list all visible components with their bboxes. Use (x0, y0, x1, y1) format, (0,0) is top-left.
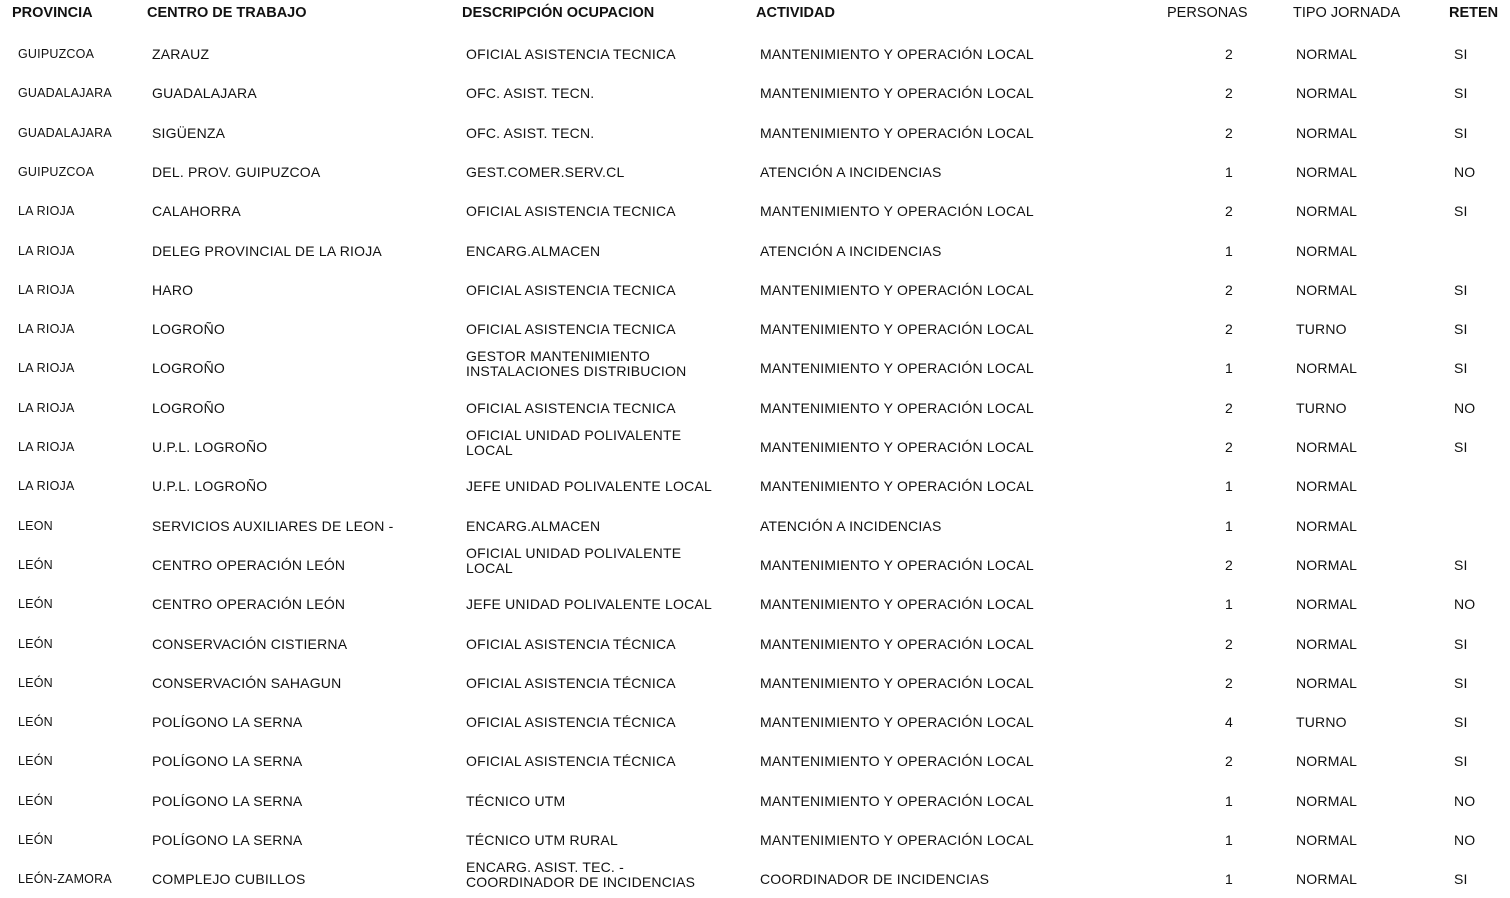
cell-tipo-jornada: NORMAL (1296, 163, 1358, 180)
table-row (0, 623, 1510, 662)
descripcion-line-1: OFICIAL UNIDAD POLIVALENTE (466, 544, 682, 561)
cell-descripcion: OFICIAL ASISTENCIA TECNICA (466, 399, 676, 416)
cell-provincia: LEÓN (18, 833, 53, 847)
cell-provincia: LA RIOJA (18, 400, 75, 415)
cell-personas: 1 (1225, 478, 1233, 495)
table-row (0, 151, 1510, 190)
cell-tipo-jornada: NORMAL (1296, 871, 1358, 888)
cell-reten: NO (1454, 792, 1476, 809)
cell-tipo-jornada: NORMAL (1296, 360, 1358, 377)
header-provincia: PROVINCIA (12, 5, 93, 21)
cell-reten: SI (1454, 124, 1468, 141)
cell-reten: NO (1454, 832, 1476, 848)
table-row (0, 112, 1510, 151)
cell-centro: SERVICIOS AUXILIARES DE LEON - (152, 517, 394, 534)
cell-centro: POLÍGONO LA SERNA (152, 832, 303, 848)
cell-descripcion: OFICIAL ASISTENCIA TECNICA (466, 321, 676, 338)
cell-tipo-jornada: NORMAL (1296, 203, 1358, 220)
cell-reten: SI (1454, 556, 1468, 573)
header-personas: PERSONAS (1167, 5, 1248, 21)
cell-personas: 2 (1225, 203, 1233, 220)
cell-reten: SI (1454, 871, 1468, 888)
table-row (0, 426, 1510, 465)
header-reten: RETEN (1449, 5, 1499, 21)
cell-centro: DELEG PROVINCIAL DE LA RIOJA (152, 242, 382, 259)
cell-descripcion: OFICIAL ASISTENCIA TECNICA (466, 46, 676, 62)
cell-tipo-jornada: NORMAL (1296, 674, 1358, 691)
cell-tipo-jornada: NORMAL (1296, 439, 1358, 455)
cell-centro: CONSERVACIÓN CISTIERNA (152, 635, 348, 652)
cell-reten: SI (1454, 439, 1468, 455)
cell-descripcion (466, 428, 681, 458)
cell-actividad: MANTENIMIENTO Y OPERACIÓN LOCAL (760, 714, 1034, 731)
cell-tipo-jornada: NORMAL (1296, 281, 1358, 298)
cell-centro: CONSERVACIÓN SAHAGUN (152, 674, 342, 691)
cell-provincia: LA RIOJA (18, 243, 75, 258)
cell-provincia: LA RIOJA (18, 440, 75, 454)
cell-personas: 1 (1225, 596, 1233, 613)
table-row (0, 780, 1510, 819)
table-row (0, 740, 1510, 779)
table-row (0, 662, 1510, 701)
cell-tipo-jornada: NORMAL (1296, 556, 1358, 573)
table-row (0, 544, 1510, 583)
cell-descripcion (466, 349, 686, 379)
cell-provincia: LA RIOJA (18, 282, 75, 297)
descripcion-line-1: GESTOR MANTENIMIENTO (466, 348, 650, 365)
cell-centro: U.P.L. LOGROÑO (152, 478, 268, 495)
cell-reten: NO (1454, 163, 1476, 180)
cell-tipo-jornada: NORMAL (1296, 832, 1358, 848)
cell-tipo-jornada: NORMAL (1296, 478, 1358, 495)
cell-personas: 2 (1225, 674, 1233, 691)
cell-actividad: MANTENIMIENTO Y OPERACIÓN LOCAL (760, 281, 1034, 298)
cell-provincia: LEON (18, 518, 53, 533)
table-row (0, 505, 1510, 544)
cell-actividad: MANTENIMIENTO Y OPERACIÓN LOCAL (760, 478, 1034, 495)
cell-actividad: ATENCIÓN A INCIDENCIAS (760, 517, 942, 534)
cell-actividad: MANTENIMIENTO Y OPERACIÓN LOCAL (760, 321, 1034, 338)
cell-personas: 2 (1225, 124, 1233, 141)
descripcion-line-1: ENCARG. ASIST. TEC. - (466, 859, 624, 876)
cell-descripcion (466, 546, 681, 576)
cell-actividad: MANTENIMIENTO Y OPERACIÓN LOCAL (760, 792, 1034, 809)
table-row (0, 308, 1510, 347)
cell-tipo-jornada: NORMAL (1296, 124, 1358, 141)
cell-personas: 1 (1225, 242, 1233, 259)
cell-personas: 2 (1225, 281, 1233, 298)
cell-reten: SI (1454, 635, 1468, 652)
cell-tipo-jornada: NORMAL (1296, 517, 1358, 534)
cell-actividad: MANTENIMIENTO Y OPERACIÓN LOCAL (760, 635, 1034, 652)
cell-personas: 2 (1225, 85, 1233, 102)
cell-reten: SI (1454, 714, 1468, 731)
table-row (0, 230, 1510, 269)
cell-reten: SI (1454, 46, 1468, 62)
table-row (0, 701, 1510, 740)
cell-personas: 1 (1225, 517, 1233, 534)
cell-reten: SI (1454, 85, 1468, 102)
cell-tipo-jornada: NORMAL (1296, 46, 1358, 62)
table-row (0, 72, 1510, 111)
cell-reten: SI (1454, 321, 1468, 338)
cell-actividad: MANTENIMIENTO Y OPERACIÓN LOCAL (760, 360, 1034, 377)
cell-centro: CALAHORRA (152, 203, 241, 220)
header-descripcion: DESCRIPCIÓN OCUPACION (462, 5, 655, 21)
cell-actividad: ATENCIÓN A INCIDENCIAS (760, 242, 942, 259)
table-row (0, 858, 1510, 897)
cell-personas: 2 (1225, 399, 1233, 416)
cell-reten: SI (1454, 281, 1468, 298)
cell-actividad: COORDINADOR DE INCIDENCIAS (760, 871, 990, 888)
cell-descripcion: OFICIAL ASISTENCIA TÉCNICA (466, 714, 676, 731)
cell-provincia: LEÓN (18, 793, 53, 808)
cell-centro: COMPLEJO CUBILLOS (152, 871, 306, 888)
cell-centro: LOGROÑO (152, 360, 225, 377)
descripcion-line-2: LOCAL (466, 559, 513, 576)
cell-actividad: MANTENIMIENTO Y OPERACIÓN LOCAL (760, 399, 1034, 416)
cell-actividad: MANTENIMIENTO Y OPERACIÓN LOCAL (760, 85, 1034, 102)
cell-descripcion: OFICIAL ASISTENCIA TÉCNICA (466, 753, 676, 770)
descripcion-line-2: COORDINADOR DE INCIDENCIAS (466, 874, 696, 891)
cell-actividad: MANTENIMIENTO Y OPERACIÓN LOCAL (760, 124, 1034, 141)
cell-actividad: MANTENIMIENTO Y OPERACIÓN LOCAL (760, 753, 1034, 770)
cell-personas: 1 (1225, 163, 1233, 180)
cell-personas: 1 (1225, 360, 1233, 377)
cell-tipo-jornada: NORMAL (1296, 85, 1358, 102)
cell-descripcion: OFICIAL ASISTENCIA TECNICA (466, 203, 676, 220)
cell-personas: 2 (1225, 321, 1233, 338)
cell-provincia: LA RIOJA (18, 479, 75, 494)
descripcion-line-2: LOCAL (466, 442, 513, 458)
cell-centro: GUADALAJARA (152, 85, 257, 102)
cell-reten: NO (1454, 596, 1476, 613)
cell-actividad: MANTENIMIENTO Y OPERACIÓN LOCAL (760, 46, 1034, 62)
cell-tipo-jornada: NORMAL (1296, 242, 1358, 259)
table-row (0, 387, 1510, 426)
cell-centro: LOGROÑO (152, 399, 225, 416)
cell-provincia: GUIPUZCOA (18, 164, 95, 179)
cell-centro: DEL. PROV. GUIPUZCOA (152, 163, 321, 180)
descripcion-line-1: OFICIAL UNIDAD POLIVALENTE (466, 427, 682, 443)
cell-actividad: MANTENIMIENTO Y OPERACIÓN LOCAL (760, 596, 1034, 613)
cell-descripcion: OFC. ASIST. TECN. (466, 124, 595, 141)
cell-descripcion: OFICIAL ASISTENCIA TECNICA (466, 281, 676, 298)
table-row (0, 33, 1510, 72)
cell-centro: POLÍGONO LA SERNA (152, 714, 303, 731)
cell-provincia: GUIPUZCOA (18, 47, 95, 61)
cell-actividad: MANTENIMIENTO Y OPERACIÓN LOCAL (760, 439, 1034, 455)
cell-descripcion: JEFE UNIDAD POLIVALENTE LOCAL (466, 478, 712, 495)
cell-tipo-jornada: NORMAL (1296, 792, 1358, 809)
cell-centro: U.P.L. LOGROÑO (152, 439, 268, 455)
cell-centro: SIGÜENZA (152, 124, 226, 141)
cell-centro: POLÍGONO LA SERNA (152, 792, 303, 809)
cell-provincia: LA RIOJA (18, 361, 75, 376)
cell-descripcion: OFICIAL ASISTENCIA TÉCNICA (466, 674, 676, 691)
cell-descripcion: JEFE UNIDAD POLIVALENTE LOCAL (466, 596, 712, 613)
cell-descripcion: TÉCNICO UTM (466, 792, 566, 809)
header-actividad: ACTIVIDAD (756, 5, 835, 21)
cell-descripcion: OFICIAL ASISTENCIA TÉCNICA (466, 635, 676, 652)
cell-actividad: MANTENIMIENTO Y OPERACIÓN LOCAL (760, 832, 1034, 848)
cell-actividad: MANTENIMIENTO Y OPERACIÓN LOCAL (760, 203, 1034, 220)
table-row (0, 347, 1510, 386)
table-row (0, 465, 1510, 504)
cell-tipo-jornada: NORMAL (1296, 596, 1358, 613)
cell-provincia: GUADALAJARA (18, 86, 112, 101)
cell-reten: SI (1454, 753, 1468, 770)
cell-descripcion: GEST.COMER.SERV.CL (466, 163, 625, 180)
cell-actividad: MANTENIMIENTO Y OPERACIÓN LOCAL (760, 674, 1034, 691)
cell-reten: SI (1454, 674, 1468, 691)
cell-provincia: LEÓN (18, 636, 53, 651)
cell-centro: ZARAUZ (152, 46, 210, 62)
table-row (0, 819, 1510, 858)
cell-provincia: GUADALAJARA (18, 125, 112, 140)
cell-provincia: LA RIOJA (18, 322, 75, 337)
cell-personas: 4 (1225, 714, 1233, 731)
cell-descripcion: ENCARG.ALMACEN (466, 517, 601, 534)
header-centro: CENTRO DE TRABAJO (147, 5, 307, 21)
cell-provincia: LEÓN (18, 675, 53, 690)
cell-personas: 2 (1225, 46, 1233, 62)
cell-provincia: LA RIOJA (18, 204, 75, 219)
cell-tipo-jornada: NORMAL (1296, 753, 1358, 770)
header-tipo-jornada: TIPO JORNADA (1293, 5, 1401, 21)
cell-tipo-jornada: TURNO (1296, 714, 1347, 731)
cell-provincia: LEÓN (18, 754, 53, 769)
cell-personas: 1 (1225, 871, 1233, 888)
cell-tipo-jornada: TURNO (1296, 321, 1347, 338)
cell-reten: SI (1454, 360, 1468, 377)
cell-personas: 2 (1225, 439, 1233, 455)
cell-personas: 1 (1225, 832, 1233, 848)
cell-centro: CENTRO OPERACIÓN LEÓN (152, 596, 346, 613)
cell-personas: 2 (1225, 753, 1233, 770)
table-row (0, 583, 1510, 622)
cell-provincia: LEÓN (18, 557, 53, 572)
cell-actividad: ATENCIÓN A INCIDENCIAS (760, 163, 942, 180)
cell-descripcion: OFC. ASIST. TECN. (466, 85, 595, 102)
cell-provincia: LEÓN (18, 597, 53, 612)
cell-centro: CENTRO OPERACIÓN LEÓN (152, 556, 346, 573)
cell-descripcion: TÉCNICO UTM RURAL (466, 832, 618, 848)
cell-provincia: LEÓN (18, 715, 53, 730)
cell-provincia: LEÓN-ZAMORA (18, 872, 112, 887)
cell-descripcion: ENCARG.ALMACEN (466, 242, 601, 259)
cell-centro: POLÍGONO LA SERNA (152, 753, 303, 770)
cell-tipo-jornada: NORMAL (1296, 635, 1358, 652)
cell-reten: NO (1454, 399, 1476, 416)
table-row (0, 190, 1510, 229)
cell-centro: HARO (152, 281, 194, 298)
cell-descripcion (466, 860, 695, 890)
cell-reten: SI (1454, 203, 1468, 220)
table-row (0, 269, 1510, 308)
cell-personas: 2 (1225, 635, 1233, 652)
cell-personas: 2 (1225, 556, 1233, 573)
cell-centro: LOGROÑO (152, 321, 225, 338)
cell-tipo-jornada: TURNO (1296, 399, 1347, 416)
cell-personas: 1 (1225, 792, 1233, 809)
cell-actividad: MANTENIMIENTO Y OPERACIÓN LOCAL (760, 556, 1034, 573)
descripcion-line-2: INSTALACIONES DISTRIBUCION (466, 363, 687, 380)
